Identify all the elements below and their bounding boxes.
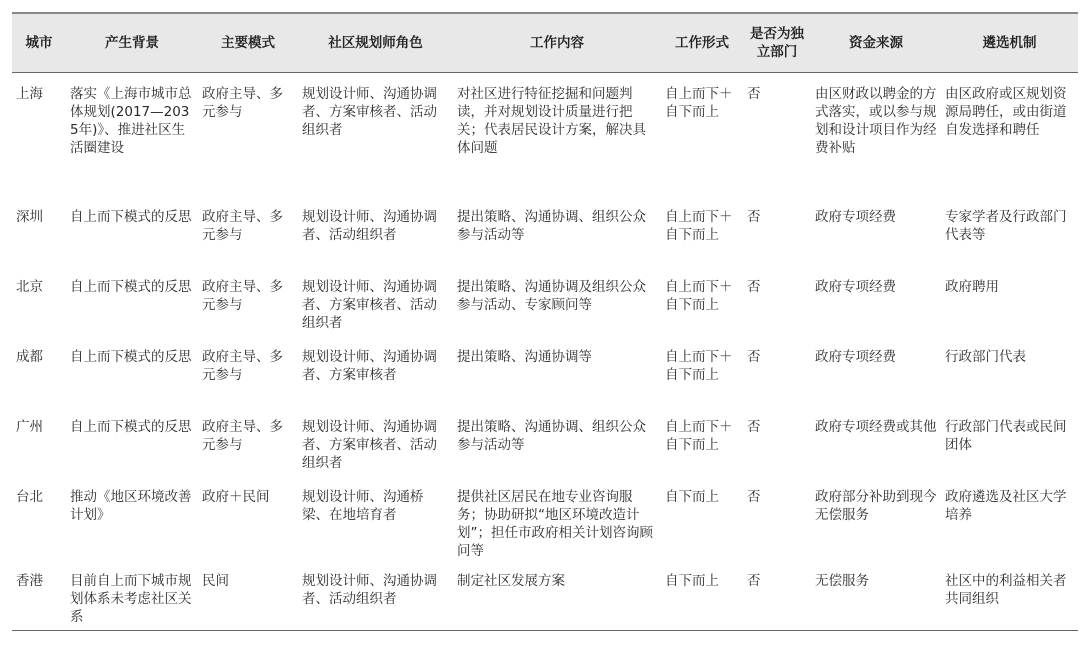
table-cell: 规划设计师、沟通协调者、方案审核者: [302, 349, 437, 383]
table-cell: 政府主导、多元参与: [202, 279, 283, 313]
table-cell: 自上而下模式的反思: [70, 419, 192, 435]
column-header: 产生背景: [66, 13, 198, 72]
table-cell: 北京: [16, 279, 43, 295]
table-cell: 提出策略、沟通协调、组织公众参与活动等: [457, 209, 646, 243]
column-header: 工作形式: [661, 13, 743, 72]
table-cell: 规划设计师、沟通协调者、方案审核者、活动组织者: [302, 419, 437, 471]
table-cell: 政府聘用: [945, 279, 999, 295]
table-cell: 否: [747, 349, 761, 365]
table-cell: 自上而下＋自下而上: [665, 279, 733, 313]
table-cell: 行政部门代表或民间团体: [945, 419, 1067, 453]
column-header: 城市: [12, 13, 66, 72]
table-row: [12, 72, 1078, 196]
table-cell: 规划设计师、沟通协调者、活动组织者: [298, 560, 453, 631]
table-cell: 规划设计师、沟通桥梁、在地培育者: [302, 489, 424, 523]
table-cell: 专家学者及行政部门代表等: [945, 209, 1067, 243]
table-cell: 落实《上海市城市总体规划(2017—2035年)》、推进社区生活圈建设: [70, 85, 192, 156]
column-header: 社区规划师角色: [298, 13, 453, 72]
table-cell: 自上而下＋自下而上: [665, 85, 733, 120]
table-cell: 政府部分补助到现今无偿服务: [815, 489, 937, 523]
table-cell: 由区政府或区规划资源局聘任，或由街道自发选择和聘任: [945, 85, 1067, 138]
table-cell: 制定社区发展方案: [453, 560, 661, 631]
table-cell: 成都: [16, 349, 43, 365]
table-cell: 否: [747, 85, 761, 102]
table-cell: 政府专项经费: [815, 279, 896, 295]
table-cell: 否: [747, 279, 761, 295]
header-row: [12, 13, 1078, 72]
table-cell: 规划设计师、沟通协调者、方案审核者、活动组织者: [302, 85, 437, 138]
table-cell: 规划设计师、沟通协调者、方案审核者、活动组织者: [302, 279, 437, 331]
column-header: 工作内容: [453, 13, 661, 72]
table-cell: 目前自上而下城市规划体系未考虑社区关系: [66, 560, 198, 631]
table-row: [12, 560, 1078, 631]
table-cell: 对社区进行特征挖掘和问题判读，并对规划设计质量进行把关；代表居民设计方案，解决具体问题: [457, 85, 646, 156]
table-body: [12, 72, 1078, 631]
table-cell: 政府主导、多元参与: [202, 209, 283, 243]
column-header: 主要模式: [198, 13, 298, 72]
table-cell: 自上而下模式的反思: [70, 209, 192, 225]
table-cell: 政府遴选及社区大学培养: [945, 489, 1067, 523]
table-cell: 自上而下模式的反思: [70, 349, 192, 365]
table-cell: 否: [747, 489, 761, 505]
table-cell: 广州: [16, 419, 43, 435]
table-cell: 民间: [198, 560, 298, 631]
table-cell: 社区中的利益相关者共同组织: [941, 560, 1078, 631]
table-row: [12, 266, 1078, 336]
table-cell: 无偿服务: [811, 560, 941, 631]
table-cell: 政府专项经费或其他: [815, 419, 937, 435]
table-cell: 政府专项经费: [815, 209, 896, 225]
table-cell: 深圳: [16, 209, 43, 225]
table-row: [12, 406, 1078, 476]
table-cell: 自下而上: [661, 560, 743, 631]
table-cell: 政府主导、多元参与: [202, 85, 283, 120]
table-cell: 规划设计师、沟通协调者、活动组织者: [302, 209, 437, 243]
table-cell: 由区财政以聘金的方式落实，或以参与规划和设计项目作为经费补贴: [815, 85, 937, 156]
table-cell: 政府专项经费: [815, 349, 896, 365]
table-cell: 否: [747, 209, 761, 225]
table-cell: 政府＋民间: [202, 489, 270, 505]
table-cell: 上海: [16, 85, 43, 102]
table-cell: 香港: [12, 560, 66, 631]
table-cell: 提供社区居民在地专业咨询服务；协助研拟“地区环境改造计划”；担任市政府相关计划咨询顾问等: [457, 489, 653, 559]
table-cell: 提出策略、沟通协调、组织公众参与活动等: [457, 419, 646, 453]
column-header: 资金来源: [811, 13, 941, 72]
table-row: [12, 196, 1078, 266]
table-cell: 推动《地区环境改善计划》: [70, 489, 192, 523]
table-cell: 否: [743, 560, 811, 631]
table-cell: 自上而下＋自下而上: [665, 209, 733, 243]
table-cell: 自上而下＋自下而上: [665, 349, 733, 383]
table-cell: 自下而上: [665, 489, 719, 505]
table-header: [12, 13, 1078, 72]
comparison-table: [12, 12, 1078, 631]
column-header: 遴选机制: [941, 13, 1078, 72]
table-cell: 提出策略、沟通协调及组织公众参与活动、专家顾问等: [457, 279, 646, 313]
column-header: 是否为独立部门: [743, 13, 811, 72]
table-cell: 政府主导、多元参与: [202, 349, 283, 383]
table-row: [12, 336, 1078, 406]
table-cell: 否: [747, 419, 761, 435]
table-cell: 自上而下＋自下而上: [665, 419, 733, 453]
table-cell: 政府主导、多元参与: [202, 419, 283, 453]
table-row: [12, 476, 1078, 560]
table-cell: 台北: [16, 489, 43, 505]
table-cell: 自上而下模式的反思: [70, 279, 192, 295]
table-cell: 行政部门代表: [945, 349, 1026, 365]
table-cell: 提出策略、沟通协调等: [457, 349, 592, 365]
